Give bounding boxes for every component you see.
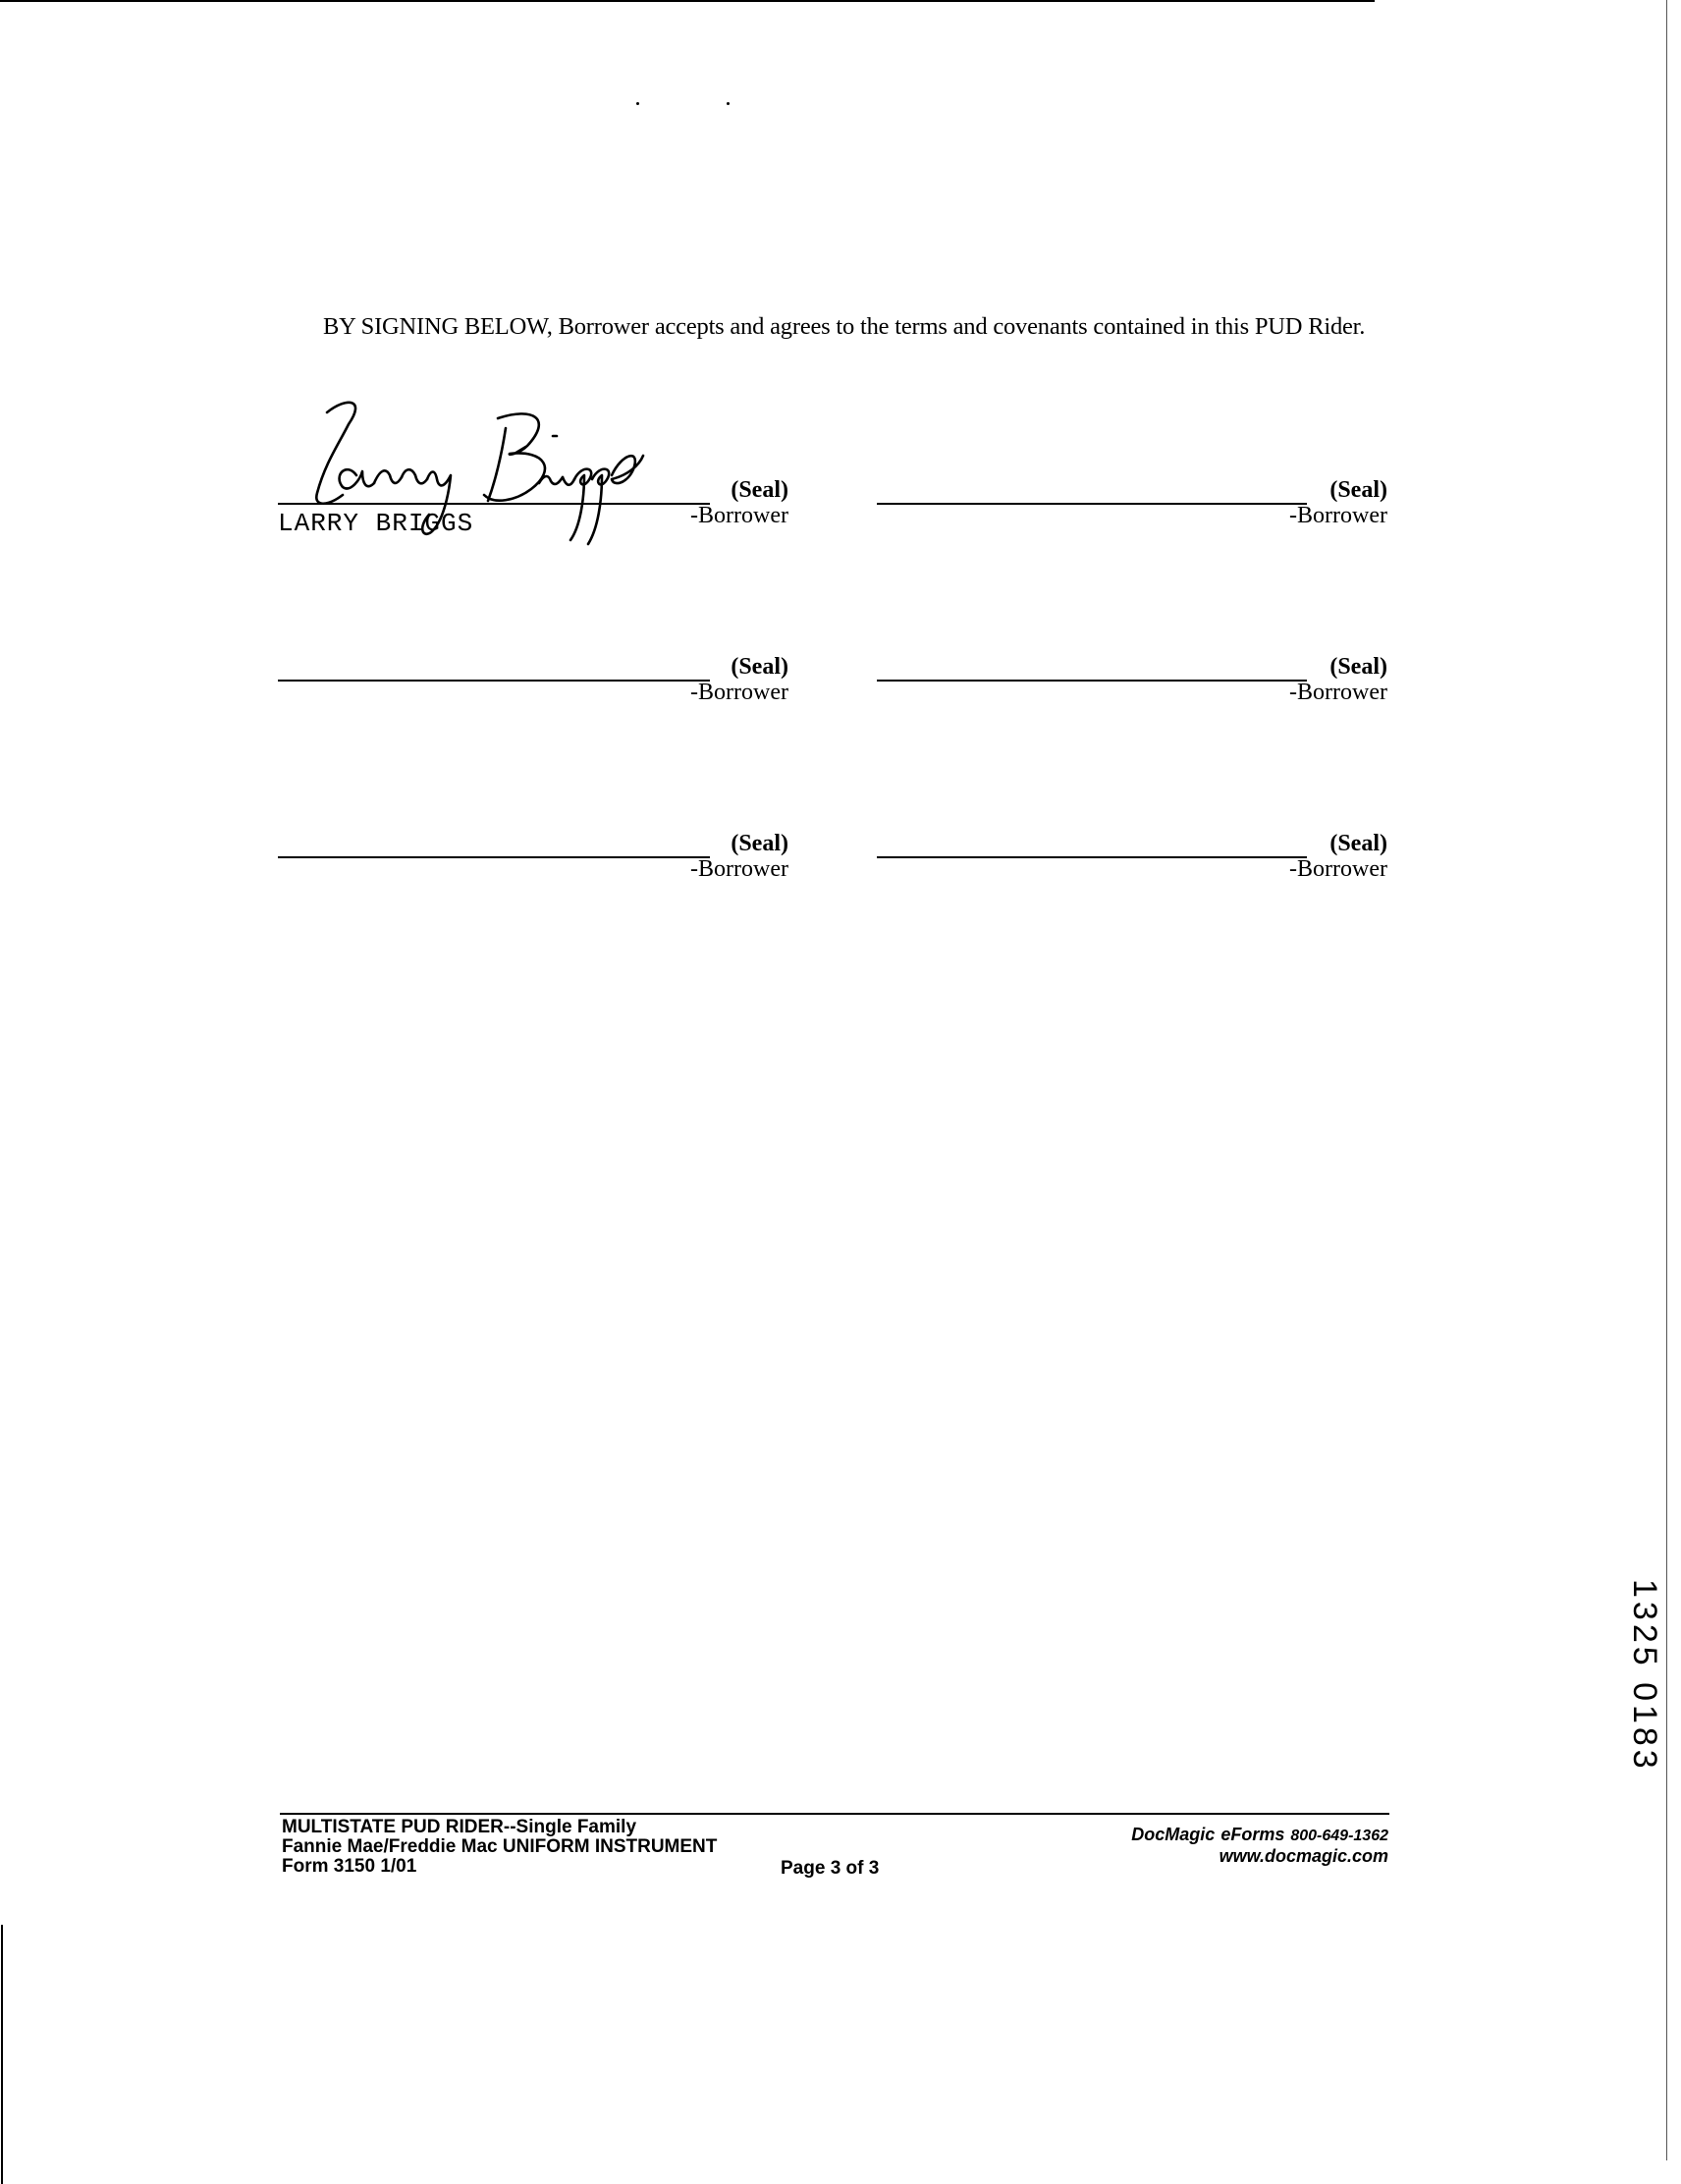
signature-line — [278, 503, 710, 505]
seal-label: (Seal) — [731, 831, 788, 856]
form-title: MULTISTATE PUD RIDER--Single Family — [282, 1817, 637, 1837]
footer-rule — [280, 1813, 1389, 1815]
signature-line — [877, 503, 1307, 505]
top-scan-edge — [0, 0, 1375, 2]
page-number: Page 3 of 3 — [781, 1858, 880, 1879]
publisher-website: www.docmagic.com — [1219, 1846, 1388, 1866]
form-number: Form 3150 1/01 — [282, 1856, 417, 1877]
signer-name: LARRY BRIGGS — [278, 509, 474, 538]
signature-block-5 — [278, 827, 788, 896]
signature-block-4 — [877, 650, 1387, 719]
scan-speck — [727, 102, 730, 105]
signature-block-6 — [877, 827, 1387, 896]
document-number-stamp — [1626, 1579, 1669, 1854]
stamp-text: 1325 0183 — [1626, 1579, 1663, 1773]
seal-label: (Seal) — [731, 477, 788, 503]
seal-label: (Seal) — [1329, 831, 1387, 856]
borrower-label: -Borrower — [1289, 503, 1387, 528]
signature-block-2 — [877, 473, 1387, 542]
borrower-label: -Borrower — [690, 680, 788, 705]
seal-label: (Seal) — [731, 654, 788, 680]
left-scan-edge — [1, 1925, 3, 2184]
signature-line — [278, 856, 710, 858]
scan-speck — [636, 102, 639, 105]
seal-label: (Seal) — [1329, 654, 1387, 680]
signing-statement-text: Borrower accepts and agrees to the terms and covenants contained in this PUD Rider. — [558, 312, 1366, 340]
signature-block-3 — [278, 650, 788, 719]
signature-line — [877, 680, 1307, 682]
publisher-name: DocMagic — [1131, 1825, 1216, 1844]
seal-label: (Seal) — [1329, 477, 1387, 503]
borrower-label: -Borrower — [690, 503, 788, 528]
borrower-label: -Borrower — [690, 856, 788, 882]
borrower-label: -Borrower — [1289, 680, 1387, 705]
form-identification — [282, 1818, 717, 1877]
publisher-info — [1131, 1825, 1388, 1866]
publisher-brand-suffix: eForms — [1220, 1825, 1285, 1844]
signing-statement — [278, 311, 1387, 343]
signature-line — [278, 680, 710, 682]
signing-statement-lead: BY SIGNING BELOW, — [323, 312, 553, 340]
signature-line — [877, 856, 1307, 858]
borrower-label: -Borrower — [1289, 856, 1387, 882]
signature-block-1 — [278, 473, 788, 542]
publisher-phone: 800-649-1362 — [1290, 1828, 1388, 1844]
form-instrument: Fannie Mae/Freddie Mac UNIFORM INSTRUMENT — [282, 1836, 718, 1857]
